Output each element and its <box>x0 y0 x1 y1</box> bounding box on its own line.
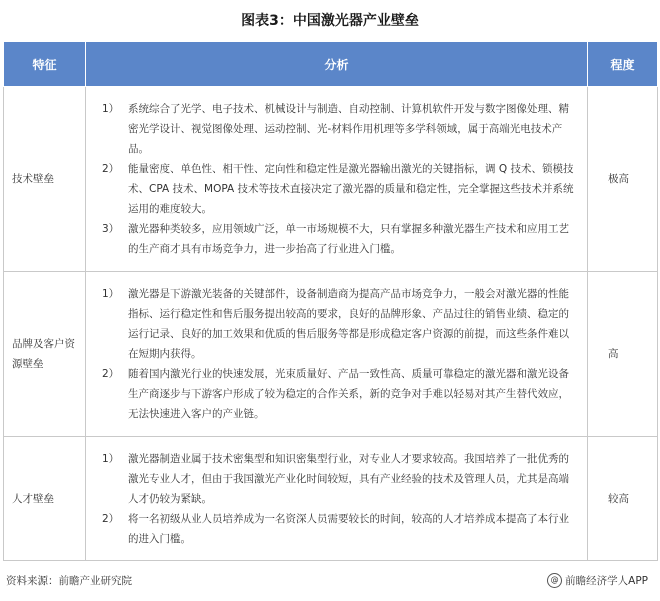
item-number: 1） <box>102 288 120 300</box>
item-number: 2） <box>102 368 120 380</box>
analysis-item <box>102 99 577 159</box>
barrier-table <box>3 41 658 561</box>
analysis-item <box>102 219 577 259</box>
analysis-cell <box>86 272 588 437</box>
item-text: 系统综合了光学、电子技术、机械设计与制造、自动控制、计算机软件开发与数字图像处理、精密光学设计、视觉图像处理、运动控制、光-材料作用机理等多学科领域，属于高端光电技术产品。 <box>128 103 569 155</box>
analysis-cell <box>86 87 588 272</box>
item-text: 将一名初级从业人员培养成为一名资深人员需要较长的时间，较高的人才培养成本提高了本行业的进入门槛。 <box>128 512 569 545</box>
table-row <box>4 272 658 437</box>
analysis-item <box>102 449 577 509</box>
analysis-item <box>102 364 577 424</box>
item-text: 随着国内激光行业的快速发展，光束质量好、产品一致性高、质量可靠稳定的激光器和激光设备生产商逐步与下游客户形成了较为稳定的合作关系，新的竞争对手难以轻易对其产生替代效应，无法快速进入客户的产业链。 <box>128 368 569 420</box>
analysis-item <box>102 509 577 549</box>
header-level: 程度 <box>588 42 658 87</box>
feature-cell: 人才壁垒 <box>4 437 86 561</box>
item-text: 能量密度、单色性、相干性、定向性和稳定性是激光器输出激光的关键指标，调 Q 技术、锁模技术、CPA 技术、MOPA 技术等技术直接决定了激光器的质量和稳定性，完全掌握这些技术并系统运用的难度较大。 <box>128 163 574 215</box>
feature-cell: 品牌及客户资源壁垒 <box>4 272 86 437</box>
analysis-cell <box>86 437 588 561</box>
level-cell: 极高 <box>588 87 658 272</box>
level-cell: 较高 <box>588 437 658 561</box>
at-icon: @ <box>547 573 562 588</box>
source-note: 资料来源：前瞻产业研究院 <box>6 575 132 587</box>
item-text: 激光器制造业属于技术密集型和知识密集型行业，对专业人才要求较高。我国培养了一批优秀的激光专业人才，但由于我国激光产业化时间较短，具有产业经验的技术及管理人员，尤其是高端人才仍较为紧缺。 <box>128 452 569 505</box>
brand-credit <box>547 573 648 588</box>
item-text: 激光器种类较多，应用领域广泛，单一市场规模不大，只有掌握多种激光器生产技术和应用工艺的生产商才具有市场竞争力，进一步抬高了行业进入门槛。 <box>128 223 569 255</box>
header-analysis: 分析 <box>86 42 588 87</box>
analysis-item <box>102 284 577 364</box>
item-number: 2） <box>102 163 120 175</box>
feature-cell: 技术壁垒 <box>4 87 86 272</box>
item-number: 1） <box>102 452 120 465</box>
item-text: 激光器是下游激光装备的关键部件，设备制造商为提高产品市场竞争力，一般会对激光器的性能指标、运行稳定性和售后服务提出较高的要求，良好的品牌形象、产品过往的销售业绩、稳定的运行记录、良好的加工效果和优质的售后服务等都是形成稳定客户资源的前提，而这些条件难以在短期内获得。 <box>128 288 569 360</box>
page-title: 图表3：中国激光器产业壁垒 <box>241 13 419 29</box>
table-row <box>4 437 658 561</box>
header-feature: 特征 <box>4 42 86 87</box>
level-cell: 高 <box>588 272 658 437</box>
table-row <box>4 87 658 272</box>
item-number: 1） <box>102 103 120 115</box>
brand-text: 前瞻经济学人APP <box>565 575 648 587</box>
table-header-row <box>4 42 658 87</box>
analysis-item <box>102 159 577 219</box>
item-number: 2） <box>102 512 120 525</box>
item-number: 3） <box>102 223 120 235</box>
